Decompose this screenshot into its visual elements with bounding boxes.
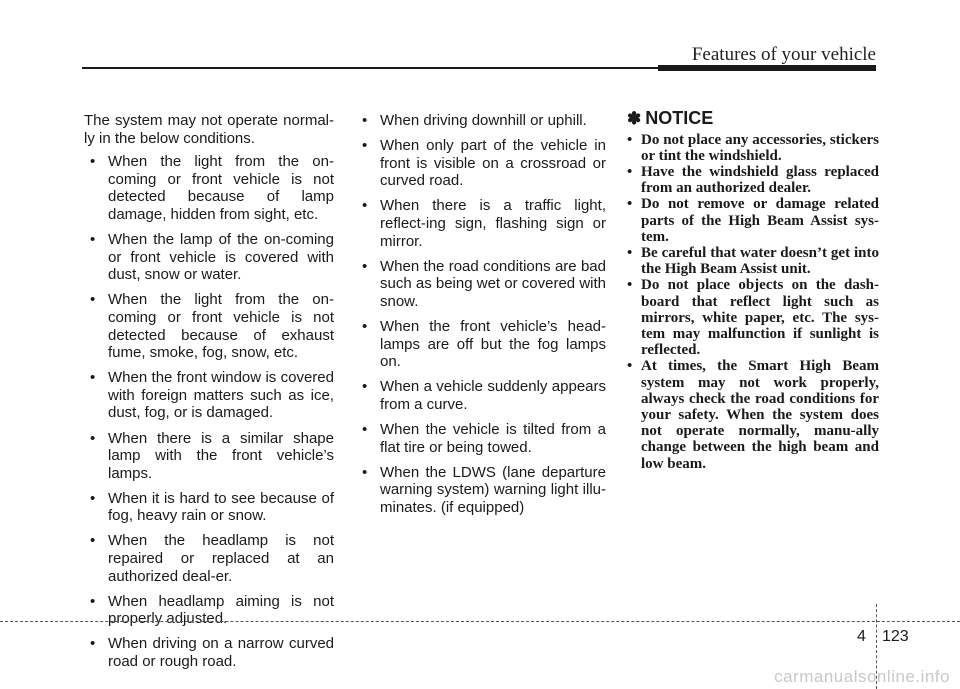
list-item: • When the LDWS (lane departure warning system) warning light illu-minates. (if equipped) [356, 464, 606, 517]
notice-item: • Do not place any accessories, stickers or tint the windshield. [627, 132, 879, 164]
watermark: carmanualsonline.info [774, 667, 950, 686]
list-item: • When the light from the on-coming or front vehicle is not detected because of lamp damage, hidden from sight, etc. [84, 153, 334, 223]
notice-item: • Do not remove or damage related parts of the High Beam Assist sys-tem. [627, 196, 879, 245]
conditions-list-left [84, 153, 334, 670]
list-item: • When the front window is covered with foreign matters such as ice, dust, fog, or is damaged. [84, 369, 334, 422]
column-middle [356, 97, 606, 524]
notice-item: • At times, the Smart High Beam system may not work properly, always check the road conditions for your safety. When the system does not operate normally, manu-ally change between the high beam and low beam. [627, 358, 879, 471]
list-item: • When driving on a narrow curved road or rough road. [84, 635, 334, 670]
intro-text: The system may not operate normal-ly in the below conditions. [84, 112, 334, 147]
list-item: • When headlamp aiming is not properly adjusted. [84, 593, 334, 628]
list-item: • When only part of the vehicle in front is visible on a crossroad or curved road. [356, 137, 606, 190]
notice-item: • Do not place objects on the dash-board that reflect light such as mirrors, white paper, etc. The sys-tem may malfunction if sunlight is reflected. [627, 277, 879, 358]
asterisk-icon: ✽ [627, 109, 642, 128]
list-item: • When the front vehicle’s head-lamps are off but the fog lamps on. [356, 318, 606, 371]
footer-divider [0, 621, 960, 622]
chapter-number: 4 [857, 628, 866, 645]
list-item: • When the vehicle is tilted from a flat tire or being towed. [356, 421, 606, 456]
list-item: • When there is a similar shape lamp with the front vehicle’s lamps. [84, 430, 334, 483]
header-title: Features of your vehicle [691, 44, 876, 65]
list-item: • When there is a traffic light, reflect-ing sign, flashing sign or mirror. [356, 197, 606, 250]
notice-list [627, 132, 879, 472]
list-item: • When the headlamp is not repaired or replaced at an authorized deal-er. [84, 532, 334, 585]
list-item: • When the light from the on-coming or front vehicle is not detected because of exhaust fume, smoke, fog, snow, etc. [84, 291, 334, 361]
list-item: • When a vehicle suddenly appears from a curve. [356, 378, 606, 413]
list-item: • When the lamp of the on-coming or front vehicle is covered with dust, snow or water. [84, 231, 334, 284]
list-item: • When the road conditions are bad such as being wet or covered with snow. [356, 258, 606, 311]
list-item: • When driving downhill or uphill. [356, 112, 606, 130]
page-number: 123 [882, 628, 909, 645]
column-left [84, 97, 334, 678]
conditions-list-middle [356, 112, 606, 516]
notice-item: • Have the windshield glass replaced from an authorized dealer. [627, 164, 879, 196]
notice-item: • Be careful that water doesn’t get into the High Beam Assist unit. [627, 245, 879, 277]
list-item: • When it is hard to see because of fog, heavy rain or snow. [84, 490, 334, 525]
notice-title: NOTICE [645, 108, 714, 128]
header-rule-accent [658, 65, 876, 71]
column-right-notice [627, 97, 879, 472]
notice-heading [627, 110, 879, 128]
